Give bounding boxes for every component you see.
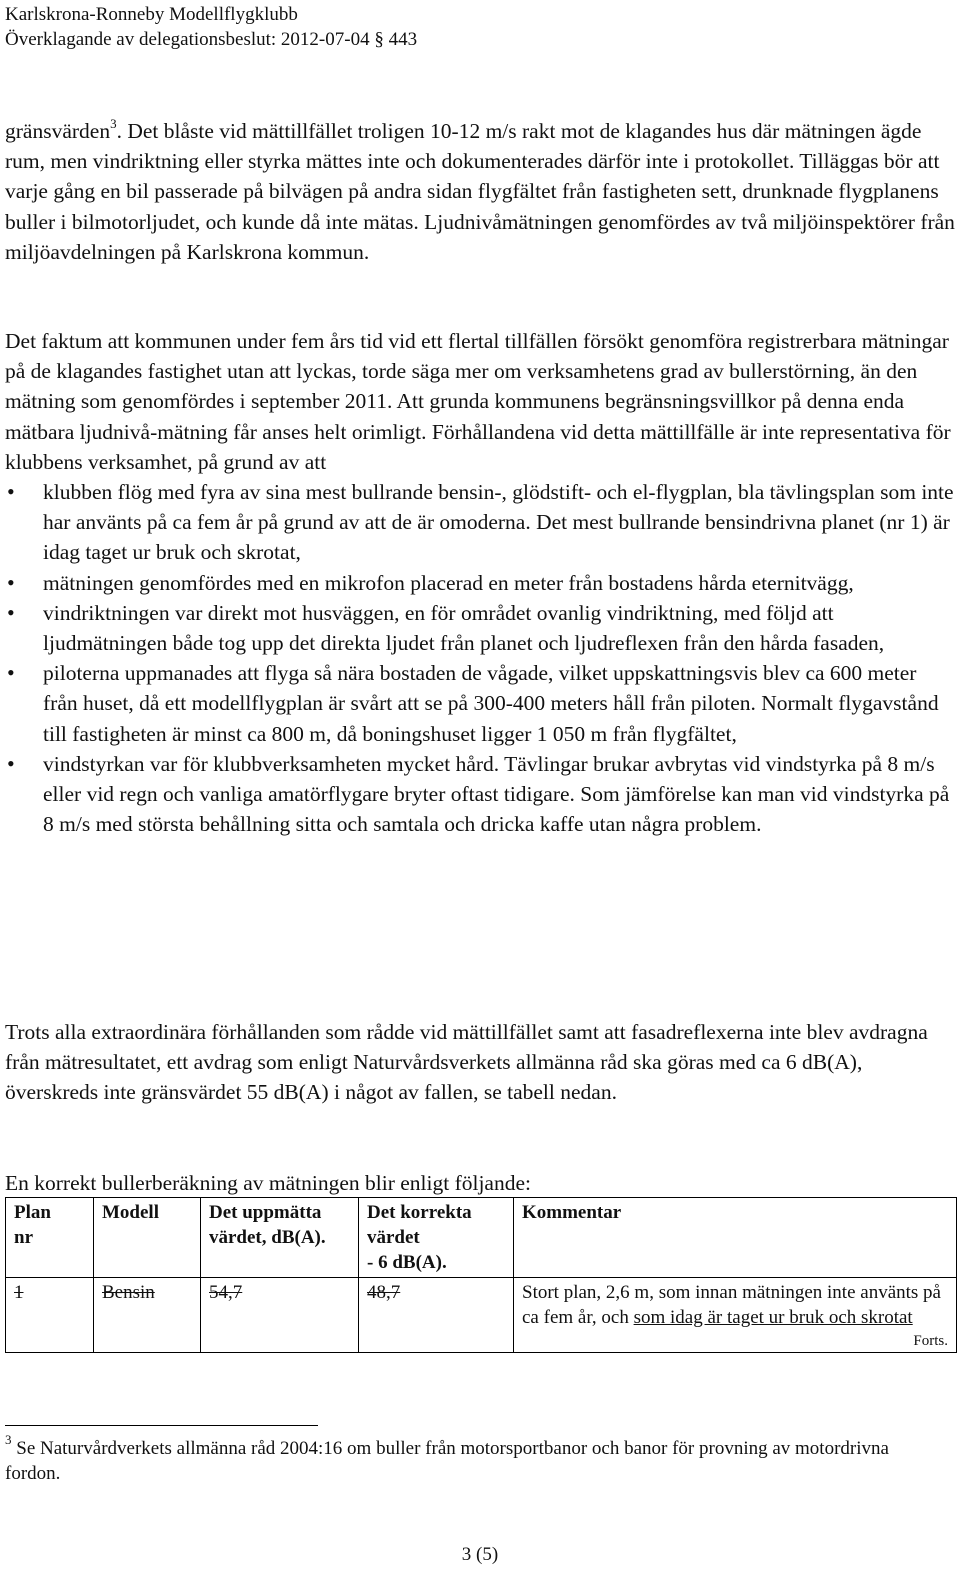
- cell-plan: 1: [6, 1278, 94, 1353]
- cell-comment: Stort plan, 2,6 m, som innan mätningen inte använts på ca fem år, och som idag är taget ur bruk och skrotat Forts.: [514, 1278, 957, 1353]
- reasons-list: [5, 477, 955, 839]
- list-item: • klubben flög med fyra av sina mest bullrande bensin-, glödstift- och el-flygplan, bla tävlingsplan som inte har använts på ca fem år på grund av att de är omoderna. Det mest bullrande bensindrivna planet (nr 1) är idag taget ur bruk och skrotat,: [5, 477, 955, 568]
- paragraph-conclusion: Trots alla extraordinära förhållanden som rådde vid mättillfället samt att fasadreflexerna inte blev avdragna från mätresultatet, ett avdrag som enligt Naturvårdsverkets allmänna råd ska göras med ca 6 dB(A), överskreds inte gränsvärdet 55 dB(A) i något av fallen, se tabell nedan.: [5, 1020, 928, 1105]
- cell-corrected: 48,7: [359, 1278, 514, 1353]
- paragraph-non-representative: [5, 326, 955, 839]
- footnote-number: 3: [5, 1431, 12, 1447]
- page-number: 3 (5): [461, 1544, 499, 1565]
- paragraph-measurement-conditions: [5, 116, 955, 267]
- footnote-text: Se Naturvårdverkets allmänna råd 2004:16 om buller från motorsportbanor och banor för provning av motordrivna fordon.: [5, 1438, 889, 1484]
- header-plan: Plan nr: [6, 1198, 94, 1278]
- list-item: • vindstyrkan var för klubbverksamheten mycket hård. Tävlingar brukar avbrytas vid vindstyrka på 8 m/s eller vid regn och vanliga amatörflygare bryter oftast tidigare. Som jämförelse kan man vid vindstyrka på 8 m/s med största behållning sitta och samtala och dricka kaffe utan några problem.: [5, 749, 955, 840]
- list-item: • piloterna uppmanades att flyga så nära bostaden de vågade, vilket uppskattningsvis blev ca 600 meter från huset, då ett modellflygplan är svårt att se på 300-400 meters håll från piloten. Normalt flygavstånd till fastigheten är minst ca 800 m, då boningshuset ligger 1 050 m från flygfältet,: [5, 658, 955, 749]
- cell-modell: Bensin: [94, 1278, 201, 1353]
- table-caption: En korrekt bullerberäkning av mätningen blir enligt följande:: [5, 1171, 531, 1195]
- list-item: • mätningen genomfördes med en mikrofon placerad en meter från bostadens hårda eternitvägg,: [5, 568, 955, 598]
- header-organization: Karlskrona-Ronneby Modellflygklubb: [5, 4, 298, 25]
- header-measured: Det uppmätta värdet, dB(A).: [201, 1198, 359, 1278]
- paragraph1-start: gränsvärden: [5, 119, 111, 143]
- continued-note: Forts.: [913, 1333, 948, 1349]
- header-corrected: Det korrekta värdet - 6 dB(A).: [359, 1198, 514, 1278]
- footnote-separator: [5, 1425, 318, 1426]
- paragraph1-rest: . Det blåste vid mättillfället troligen 10-12 m/s rakt mot de klagandes hus där mätningen ägde rum, men vindriktning eller styrka mättes inte och dokumenterades därför inte i protokollet. Tilläggas bör att varje gång en bil passerade på bilvägen på andra sidan flygfältet från fastigheten sett, drunknade flygplanens buller i bilmotorljudet, och kunde då inte mätas. Ljudnivåmätningen genomfördes av två miljöinspektörer från miljöavdelningen på Karlskrona kommun.: [5, 119, 955, 264]
- header-modell: Modell: [94, 1198, 201, 1278]
- footnote-reference[interactable]: 3: [110, 115, 117, 131]
- cell-measured: 54,7: [201, 1278, 359, 1353]
- footnote: [5, 1431, 945, 1486]
- table-row: [6, 1278, 957, 1353]
- noise-calculation-table: [5, 1197, 957, 1353]
- header-subtitle: Överklagande av delegationsbeslut: 2012-07-04 § 443: [5, 29, 418, 50]
- table-header-row: [6, 1198, 957, 1278]
- list-item: • vindriktningen var direkt mot husväggen, en för området ovanlig vindriktning, med följd att ljudmätningen både tog upp det direkta ljudet från planet och ljudreflexen från den hårda fasaden,: [5, 598, 955, 658]
- document-header: [5, 2, 417, 52]
- header-comment: Kommentar: [514, 1198, 957, 1278]
- paragraph2-intro: Det faktum att kommunen under fem års tid vid ett flertal tillfällen försökt genomföra registrerbara mätningar på de klagandes fastighet utan att lyckas, torde säga mer om verksamhetens grad av bullerstörning, än den mätning som genomfördes i september 2011. Att grunda kommunens begränsningsvillkor på denna enda mätbara ljudnivå-mätning får anses helt orimligt. Förhållandena vid detta mättillfälle är inte representativa för klubbens verksamhet, på grund av att: [5, 329, 951, 474]
